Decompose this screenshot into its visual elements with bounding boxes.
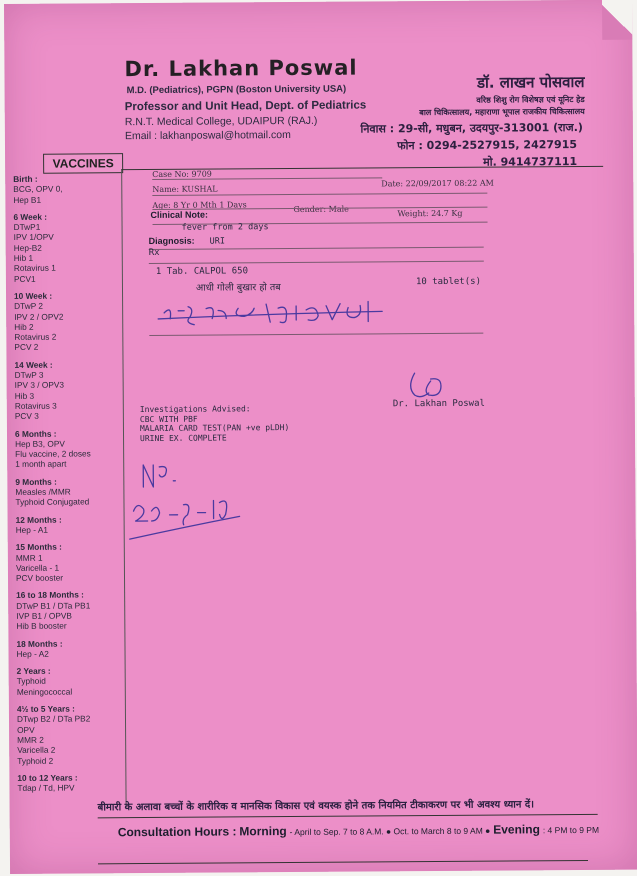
- diagnosis-label: Diagnosis:: [148, 235, 195, 246]
- field-rule: [149, 261, 484, 264]
- hindi-phone: फोन : 0294-2527915, 2427915: [397, 138, 578, 153]
- investigation-item: MALARIA CARD TEST(PAN +ve pLDH): [139, 423, 290, 434]
- vaccine-group: 18 Months : Hep - A2: [16, 638, 63, 659]
- clinical-note: fever from 2 days: [181, 222, 269, 233]
- vaccine-group: 15 Months : MMR 1 Varicella - 1 PCV booster: [15, 541, 64, 584]
- hindi-address: निवास : 29-सी, मधुबन, उदयपुर-313001 (राज.): [360, 120, 583, 136]
- footer-rule: [98, 814, 598, 818]
- visit-date: Date: 22/09/2017 08:22 AM: [381, 178, 494, 189]
- doctor-college: R.N.T. Medical College, UDAIPUR (RAJ.): [124, 114, 318, 129]
- vaccine-group: 12 Months : Hep - A1: [15, 514, 62, 535]
- prescription-sheet: [4, 0, 637, 874]
- patient-age: Age: 8 Yr 0 Mth 1 Days: [152, 200, 247, 210]
- footer-advice: बीमारी के अलावा बच्चों के शारीरिक व मानसिक विकास एवं वयस्क होने तक नियमित टीकाकरण पर भी अवश्य ध्यान दें।: [97, 799, 535, 814]
- doctor-role: Professor and Unit Head, Dept. of Pediatrics: [124, 99, 367, 114]
- doctor-qualifications: M.D. (Pediatrics), PGPN (Boston University USA): [126, 83, 347, 97]
- field-rule: [149, 247, 484, 250]
- drug-quantity: 10 tablet(s): [415, 276, 482, 288]
- evening-hours: : 4 PM to 9 PM: [542, 824, 600, 836]
- footer-bottom-rule: [98, 860, 588, 864]
- morning-label: Morning: [239, 824, 287, 839]
- consultation-hours: [118, 822, 599, 839]
- hindi-line-1: वरिष्ठ शिशु रोग विशेषज्ञ एवं यूनिट हेड: [476, 94, 585, 105]
- vaccine-group: 6 Months : Hep B3, OPV Flu vaccine, 2 doses 1 month apart: [14, 428, 91, 470]
- drug-name: 1 Tab. CALPOL 650: [155, 266, 249, 277]
- investigations-label: Investigations Advised:: [139, 404, 251, 415]
- hindi-mobile: मो. 9414737111: [483, 155, 578, 169]
- case-number: Case No: 9709: [152, 169, 212, 179]
- vaccine-group: 10 Week : DTwP 2 IPV 2 / OPV2 Hib 2 Rotavirus 2 PCV 2: [14, 290, 64, 353]
- signature-icon: [405, 369, 453, 401]
- vaccine-group: 10 to 12 Years : Tdap / Td, HPV: [17, 772, 78, 794]
- vaccine-group: 9 Months : Measles /MMR Typhoid Conjugated: [15, 476, 90, 508]
- diagnosis-value: URI: [209, 236, 226, 247]
- investigation-item: URINE EX. COMPLETE: [140, 432, 227, 443]
- vaccine-group: 14 Week : DTwP 3 IPV 3 / OPV3 Hib 3 Rotavirus 3 PCV 3: [14, 359, 65, 422]
- clinical-note-label: Clinical Note:: [150, 209, 209, 220]
- vaccine-group: Birth : BCG, OPV 0, Hep B1: [13, 173, 63, 205]
- signature-name: Dr. Lakhan Poswal: [392, 398, 485, 410]
- field-rule: [152, 177, 382, 180]
- vaccine-group: 16 to 18 Months : DTwP B1 / DTa PB1 IVP B1 / OPVB Hib B booster: [16, 589, 91, 632]
- drug-instruction: आधी गोली बुखार हो तब: [195, 282, 281, 294]
- page-corner: [602, 0, 632, 40]
- hindi-line-2: बाल चिकित्सालय, महाराणा भूपाल राजकीय चिकित्सालय: [419, 106, 585, 118]
- hours-label: Consultation Hours :: [117, 824, 237, 840]
- investigation-item: CBC WITH PBF: [139, 414, 198, 424]
- patient-gender: Gender: Male: [293, 204, 349, 214]
- doctor-name: Dr. Lakhan Poswal: [124, 55, 358, 82]
- vaccine-group: 4½ to 5 Years : DTwp B2 / DTa PB2 OPV MMR 2 Varicella 2 Typhoid 2: [16, 703, 91, 766]
- handwritten-followup-note: [125, 456, 246, 547]
- vaccines-title: VACCINES: [43, 153, 123, 174]
- hindi-doctor-name: डॉ. लाखन पोसवाल: [476, 72, 585, 92]
- investigations: [140, 404, 290, 443]
- vaccine-group: 6 Week : DTwP1 IPV 1/OPV Hep-B2 Hib 1 Rotavirus 1 PCV1: [13, 211, 56, 284]
- rx-symbol: Rx: [148, 247, 160, 258]
- evening-label: Evening: [493, 822, 540, 837]
- morning-hours: - April to Sep. 7 to 8 A.M. ● Oct. to March 8 to 9 AM ●: [289, 825, 491, 838]
- patient-weight: Weight: 24.7 Kg: [397, 208, 463, 219]
- patient-name: Name: KUSHAL: [152, 184, 218, 194]
- vaccine-schedule: [13, 173, 125, 800]
- vaccine-group: 2 Years : Typhoid Meningococcal: [16, 665, 73, 697]
- doctor-email: Email : lakhanposwal@hotmail.com: [124, 129, 291, 143]
